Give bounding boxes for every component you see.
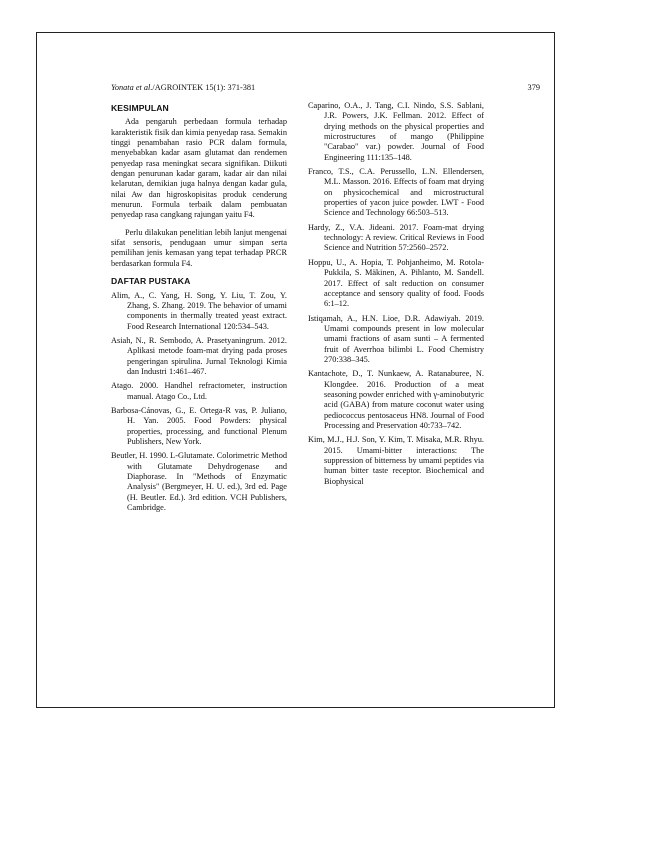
reference-item: Caparino, O.A., J. Tang, C.I. Nindo, S.S. Sablani, J.R. Powers, J.K. Fellman. 2012. Effect of drying methods on the physical properties and microstructures of mango (Philippine "Carabao" var.) powder. Journal of Food Engineering 111:135–148. xyxy=(308,101,484,162)
left-column xyxy=(111,101,287,517)
header-journal: /AGROINTEK 15(1): 371-381 xyxy=(152,83,256,92)
header-author: Yonata et al. xyxy=(111,83,153,92)
references-heading: DAFTAR PUSTAKA xyxy=(111,276,191,287)
reference-item: Hardy, Z., V.A. Jideani. 2017. Foam-mat drying technology: A review. Critical Reviews in Food Science and Nutrition 57:2560–2572. xyxy=(308,222,484,253)
reference-item: Istiqamah, A., H.N. Lioe, D.R. Adawiyah. 2019. Umami compounds present in low molecular umami fractions of asam sunti – A fermented fruit of Averrhoa bilimbi L. Food Chemistry 270:338–345. xyxy=(308,313,484,364)
reference-item: Beutler, H. 1990. L-Glutamate. Colorimetric Method with Glutamate Dehydrogenase and Diaphorase. In "Methods of Enzymatic Analysis" (Bergmeyer, H. U. ed.), 3rd ed. Page (H. Beutler. Ed.). 3rd edition. VCH Publishers, Cambridge. xyxy=(111,451,287,513)
reference-item: Barbosa-Cánovas, G., E. Ortega-R vas, P. Juliano, H. Yan. 2005. Food Powders: physical properties, processing, and functional Plenum Publishers, New York. xyxy=(111,405,287,446)
reference-item: Asiah, N., R. Sembodo, A. Prasetyaningrum. 2012. Aplikasi metode foam-mat drying pada proses pengeringan spirulina. Jurnal Teknologi Kimia dan Industri 1:461–467. xyxy=(111,335,287,376)
conclusion-heading: KESIMPULAN xyxy=(111,103,169,113)
page-number: 379 xyxy=(527,83,540,92)
conclusion-paragraph-1: Ada pengaruh perbedaan formula terhadap karakteristik fisik dan kimia penyedap rasa. Semakin tinggi penambahan rasio PCR dalam formula, menyebabkan kadar asam glutamat dan rendemen penyedap rasa meningkat secara signifikan. Diikuti dengan penurunan kadar garam, kadar air dan nilai kelarutan, demikian juga halnya dengan kadar gula, nilai Aw dan higroskopisitas produk cenderung menurun. Formula terbaik dalam pembuatan penyedap rasa cangkang rajungan yaitu F4. xyxy=(111,117,287,220)
conclusion-paragraph-2: Perlu dilakukan penelitian lebih lanjut mengenai sifat sensoris, pendugaan umur simpan serta pemilihan jenis kemasan yang tepat terhadap PRCR berdasarkan formula F4. xyxy=(111,227,287,268)
reference-item: Alim, A., C. Yang, H. Song, Y. Liu, T. Zou, Y. Zhang, S. Zhang. 2019. The behavior of umami components in thermally treated yeast extract. Food Research International 120:534–543. xyxy=(111,290,287,331)
reference-item: Hoppu, U., A. Hopia, T. Pohjanheimo, M. Rotola-Pukkila, S. Mäkinen, A. Pihlanto, M. Sandell. 2017. Effect of salt reduction on consumer acceptance and sensory quality of food. Foods 6:1–12. xyxy=(308,257,484,309)
right-column xyxy=(308,101,484,491)
reference-item: Kim, M.J., H.J. Son, Y. Kim, T. Misaka, M.R. Rhyu. 2015. Umami-bitter interactions: The suppression of bitterness by umami peptides via human bitter taste receptor. Biochemical and Biophysical xyxy=(308,435,484,486)
reference-item: Franco, T.S., C.A. Perussello, L.N. Ellendersen, M.L. Masson. 2016. Effects of foam mat drying on physicochemical and microstructural properties of yacon juice powder. LWT - Food Science and Technology 66:503–513. xyxy=(308,167,484,218)
header-citation xyxy=(111,83,255,93)
reference-item: Kantachote, D., T. Nunkaew, A. Ratanaburee, N. Klongdee. 2016. Production of a meat seasoning powder enriched with γ-aminobutyric acid (GABA) from mature coconut water using pediococcus pentosaceus HN8. Journal of Food Processing and Preservation 40:733–742. xyxy=(308,369,484,430)
reference-item: Atago. 2000. Handhel refractometer, instruction manual. Atago Co., Ltd. xyxy=(111,381,287,401)
